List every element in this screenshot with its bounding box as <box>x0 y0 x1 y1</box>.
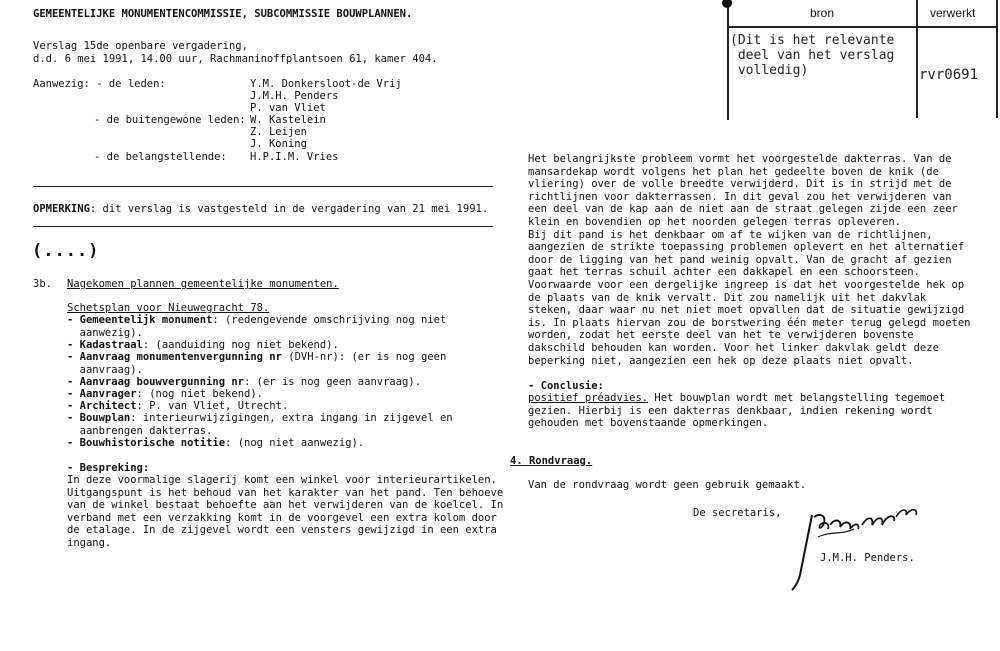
rondvraag-title: 4. Rondvraag. <box>510 455 593 467</box>
conclusie-label: - Conclusie: <box>528 380 604 392</box>
item-label: - Architect <box>67 400 137 412</box>
stamp-col-bron: bron <box>810 6 835 20</box>
item-monumentenvergunning <box>67 351 446 376</box>
document-title: GEMEENTELIJKE MONUMENTENCOMMISSIE, SUBCOMMISSIE BOUWPLANNEN. <box>33 8 413 20</box>
conclusie-text <box>528 392 945 430</box>
item-aanvrager <box>67 388 263 401</box>
secretaris-name: J.M.H. Penders. <box>820 552 915 564</box>
plan-title: Schetsplan voor Nieuwegracht 78. <box>67 302 270 314</box>
item-label: - Bouwplan <box>67 412 131 424</box>
stamp-verwerkt-code: rvr0691 <box>919 67 979 83</box>
stamp-right-border <box>996 0 998 118</box>
stamp-left-border <box>727 0 729 120</box>
opmerking-text: : dit verslag is vastgesteld in de vergadering van 21 mei 1991. <box>89 203 489 215</box>
item-text: : P. van Vliet, Utrecht. <box>136 400 289 412</box>
rule-top <box>33 186 493 187</box>
item-label: - Aanvrager <box>67 388 137 400</box>
item-bouwhistorische-notitie <box>67 437 364 450</box>
item-label: - Gemeentelijk monument <box>67 314 213 326</box>
bespreking-label: - Bespreking: <box>67 462 150 474</box>
item-bouwvergunning <box>67 376 421 389</box>
handwritten-signature <box>790 495 940 595</box>
stamp-col-verwerkt: verwerkt <box>930 6 976 20</box>
section-title: Nagekomen plannen gemeentelijke monumenten. <box>67 278 339 290</box>
belangstellende-1: H.P.I.M. Vries <box>250 151 339 163</box>
rondvraag-text: Van de rondvraag wordt geen gebruik gemaakt. <box>528 479 807 491</box>
bespreking-text: In deze voormalige slagerij komt een winkel voor interieurartikelen. Uitgangspunt is het behoud van het karakter van het pand. Ten behoeve van de winkel bestaat behoefte aan het verwijderen van de koelcel. In verband met een verzakking komt in de voorgevel een extra kolom door de etalage. In de zijgevel wordt een vensters gewijzigd in een extra ingang. <box>67 474 504 549</box>
conclusie-highlight: positief préadvies. <box>528 392 649 404</box>
item-text: : (nog niet bekend). <box>136 388 263 400</box>
section-number: 3b. <box>33 278 52 290</box>
belangstellende-label: - de belangstellende: <box>94 151 227 163</box>
stamp-bron-text: (Dit is het relevante deel van het verslag volledig) <box>730 33 895 78</box>
item-text: : (aanduiding nog niet bekend). <box>142 339 339 351</box>
opmerking <box>33 203 488 216</box>
item-kadastraal <box>67 339 339 352</box>
item-text: : interieurwijzigingen, extra ingang in zijgevel en aanbrengen dakterras. <box>79 412 453 437</box>
item-label: - Bouwhistorische notitie <box>67 437 226 449</box>
item-gemeentelijk-monument <box>67 314 446 339</box>
buitengewone-3: J. Koning <box>250 138 307 150</box>
item-text: : (redengevende omschrijving nog niet aanwezig). <box>79 314 447 339</box>
stamp-corner-mark <box>722 0 732 8</box>
item-bouwplan <box>67 412 453 437</box>
aanwezig-label: Aanwezig: - de leden: <box>33 78 166 90</box>
meeting-line-2: d.d. 6 mei 1991, 14.00 uur, Rachmaninoffplantsoen 61, kamer 404. <box>33 53 438 65</box>
item-label: - Kadastraal <box>67 339 143 351</box>
item-label: - Aanvraag monumentenvergunning nr <box>67 351 282 363</box>
item-text: : (nog niet aanwezig). <box>225 437 365 449</box>
item-text: : (er is nog geen aanvraag). <box>244 376 422 388</box>
buitengewone-1: W. Kastelein <box>250 114 326 126</box>
buitengewone-label: - de buitengewone leden: <box>94 114 246 126</box>
ellipsis-marker: (....) <box>32 241 100 261</box>
stamp-header-rule <box>727 26 998 28</box>
conclusie-rest: Het bouwplan wordt met belangstelling tegemoet gezien. Hierbij is een dakterras denkbaar, indien rekening wordt gehouden met bovenstaande opmerkingen. <box>528 392 946 430</box>
leden-3: P. van Vliet <box>250 102 326 114</box>
buitengewone-2: Z. Leijen <box>250 126 307 138</box>
leden-1: Y.M. Donkersloot-de Vrij <box>250 78 402 90</box>
rule-bottom <box>33 226 493 227</box>
leden-2: J.M.H. Penders <box>250 90 339 102</box>
item-label: - Aanvraag bouwvergunning nr <box>67 376 245 388</box>
dakterras-paragraph: Het belangrijkste probleem vormt het voorgestelde dakterras. Van de mansardekap wordt volgens het plan het gedeelte boven de knik (de vliering) over de volle breedte verwijderd. Dit is in strijd met de richtlijnen voor dakterrassen. In dit geval zou het verwijderen van een deel van de kap aan de niet aan de straat gelegen zijde een zeer klein en bovendien op het noorden gelegen terras opleveren. Bij dit pand is het denkbaar om af te wijken van de richtlijnen, aangezien de strikte toepassing problemen oplevert en het alternatief door de ligging van het pand weinig opvalt. Van de gracht af gezien gaat het terras schuil achter een dakkapel en een schoorsteen. Voorwaarde voor een dergelijke ingreep is dat het voorgestelde hek op de plaats van de knik vervalt. Dit zou namelijk uit het dakvlak steken, daar waar nu net niet moet opvallen dat de situatie gewijzigd is. In plaats hiervan zou de borstwering één meter terug gelegd moeten worden, zodat het eerste deel van het te verwijderen bovenste dakschild behouden kan worden. Voor het linker dakvlak geldt deze beperking niet, aangezien een hek op deze plaats niet opvalt. <box>528 153 971 367</box>
item-architect <box>67 400 288 413</box>
meeting-line-1: Verslag 15de openbare vergadering, <box>33 40 248 52</box>
item-text: (DVH-nr): (er is nog geen aanvraag). <box>79 351 447 376</box>
secretaris-label: De secretaris, <box>693 507 782 519</box>
stamp-divider <box>916 0 918 118</box>
opmerking-label: OPMERKING <box>33 203 90 215</box>
